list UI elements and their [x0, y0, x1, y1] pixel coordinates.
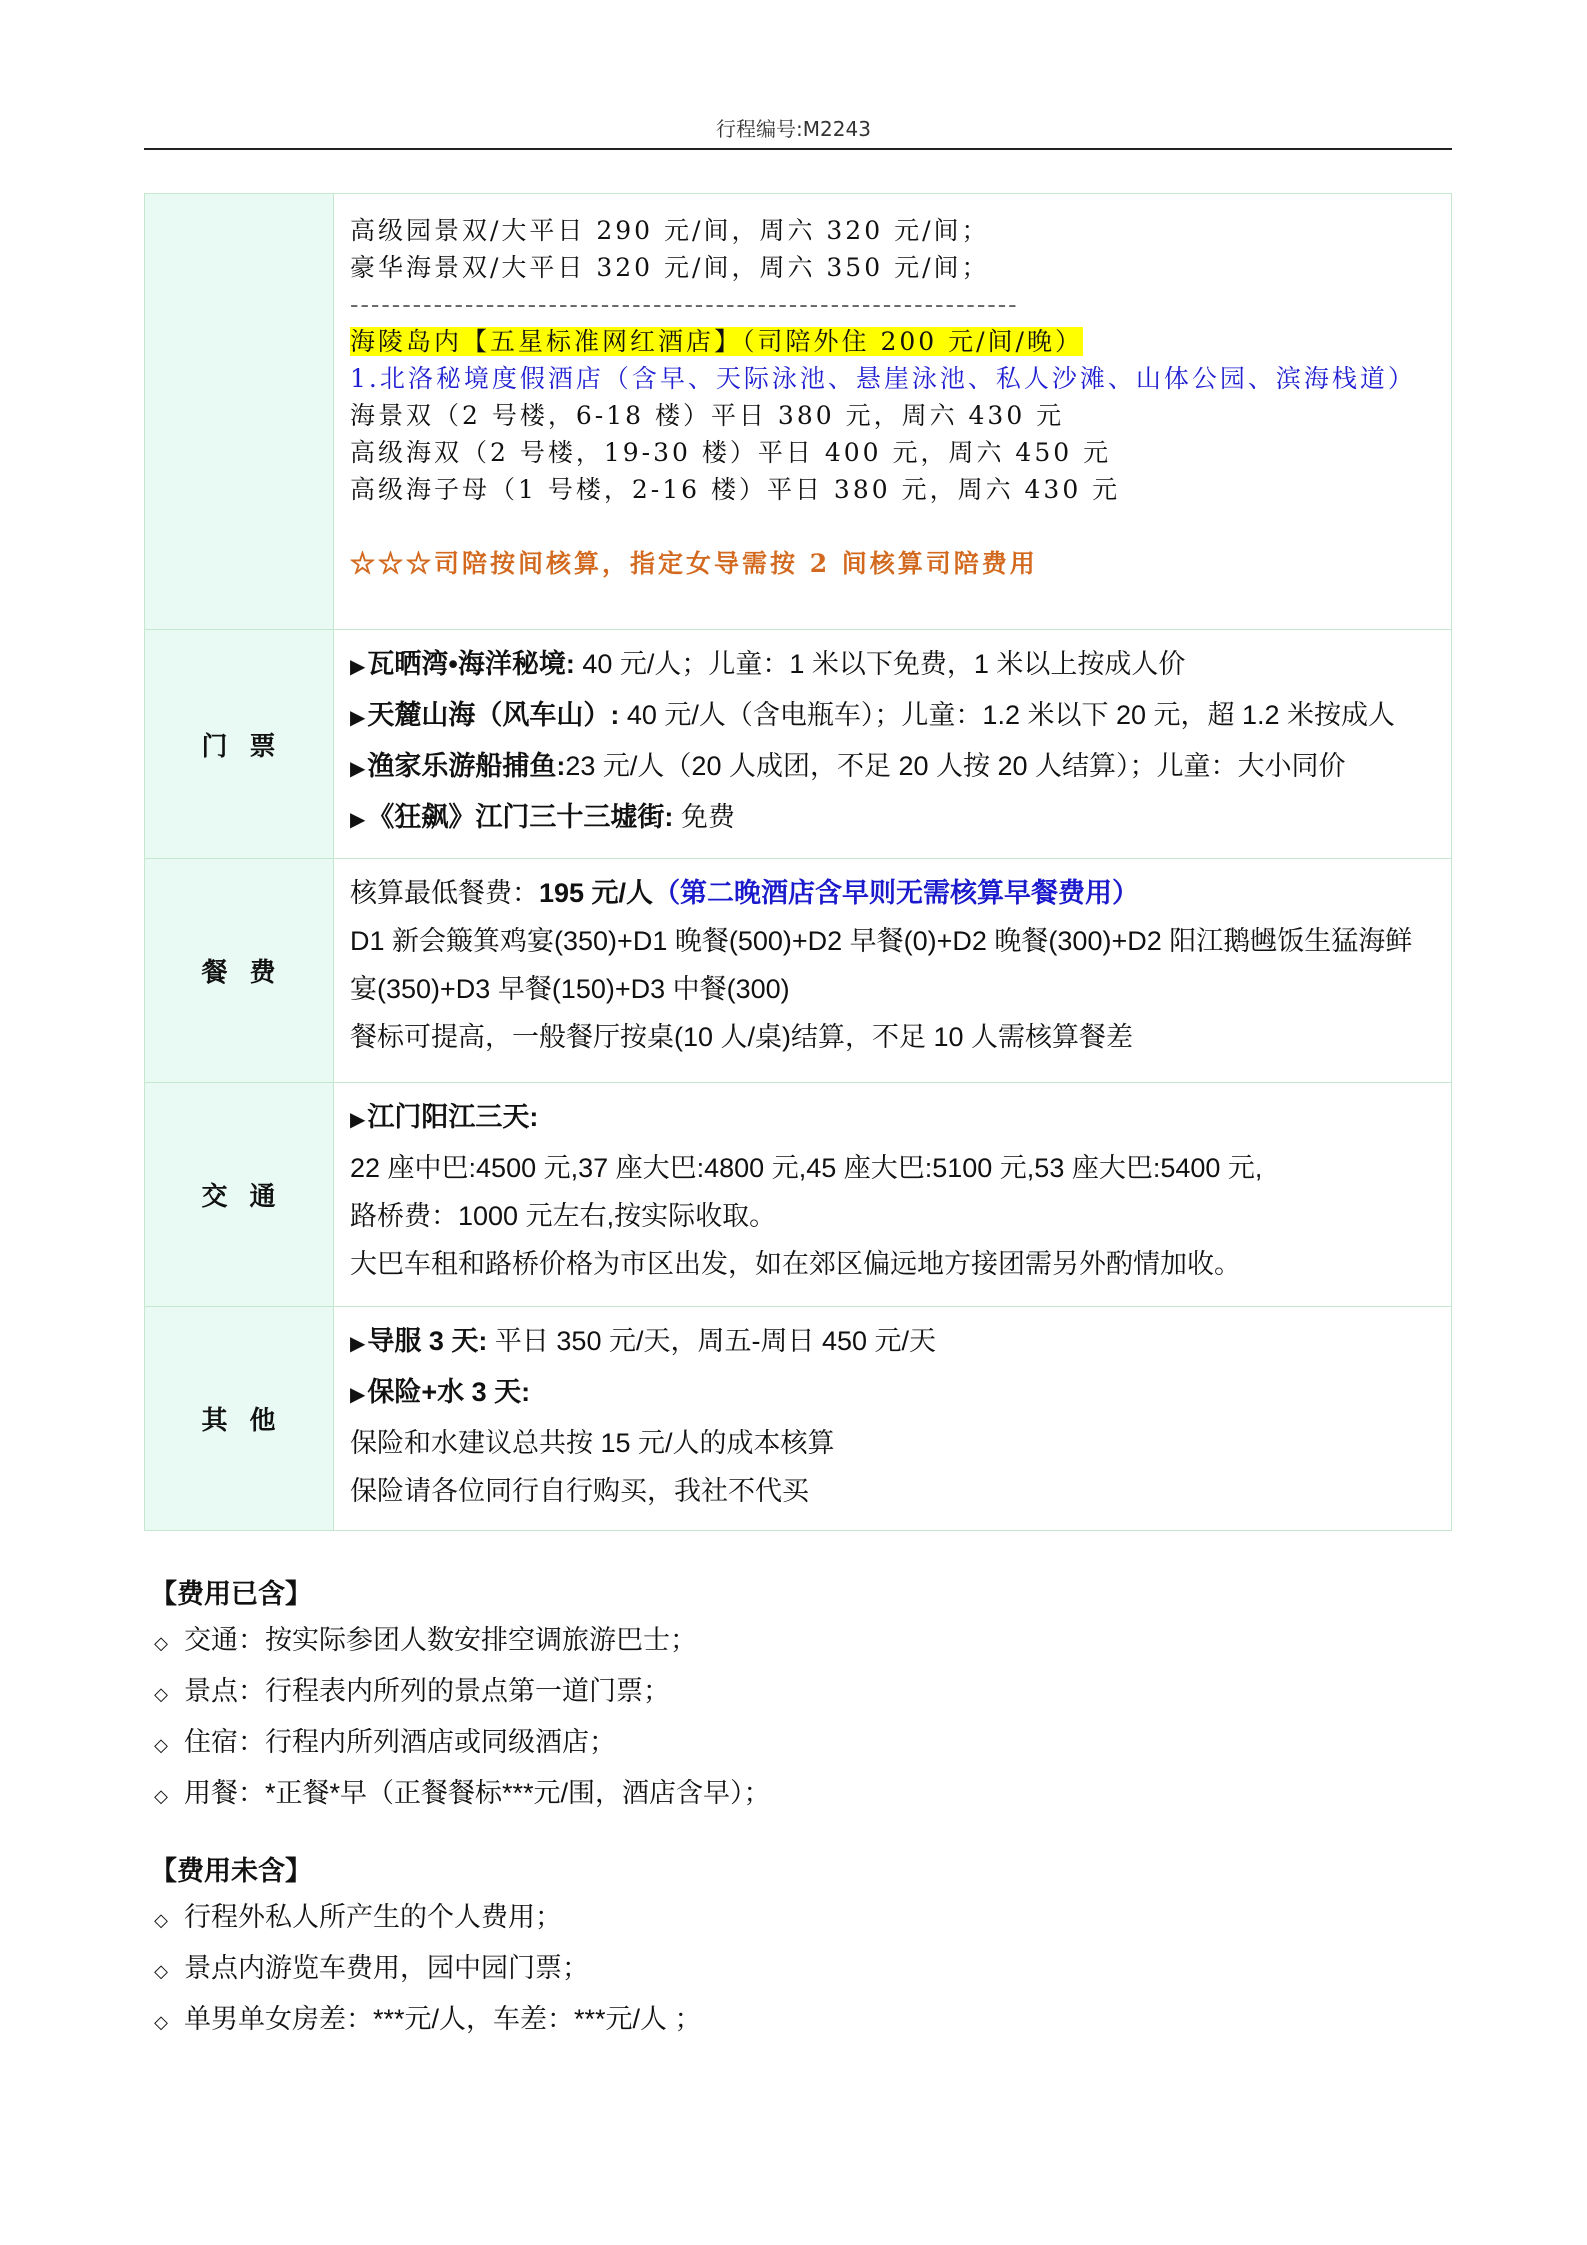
hotel-highlight-title [350, 323, 1437, 360]
included-item [150, 1616, 771, 1667]
hotel-note: ☆☆☆司陪按间核算，指定女导需按 2 间核算司陪费用 [350, 549, 1038, 578]
transport-line: 大巴车租和路桥价格为市区出发，如在郊区偏远地方接团需另外酌情加收。 [350, 1249, 1241, 1279]
ticket-detail: 40 元/人（含电瓶车）；儿童：1.2 米以下 20 元，超 1.2 米按成人 [619, 700, 1396, 730]
meals-label: 餐费 [145, 859, 334, 1083]
included-item [150, 1769, 771, 1820]
tickets-label: 门票 [145, 630, 334, 859]
excluded-section [150, 1849, 702, 2046]
transport-row [145, 1083, 1452, 1307]
page-header-title: 行程编号:M2243 [716, 117, 871, 141]
ticket-name: 天麓山海（风车山）: [367, 700, 620, 730]
excluded-item [150, 1893, 702, 1944]
hotel-label-cell [145, 194, 334, 630]
guide-detail: 平日 350 元/天，周五-周日 450 元/天 [487, 1326, 937, 1356]
guide-name: 导服 3 天: [367, 1326, 488, 1356]
meals-min-value: 195 元/人 [539, 878, 654, 908]
other-label: 其他 [145, 1307, 334, 1531]
ticket-item [350, 640, 1437, 691]
room-line: 豪华海景双/大平日 320 元/间，周六 350 元/间； [350, 253, 990, 282]
included-item-text: 交通：按实际参团人数安排空调旅游巴士； [184, 1625, 697, 1655]
triangle-bullet-icon: ▶ [350, 707, 366, 729]
tickets-row [145, 630, 1452, 859]
hotel-content-cell [334, 194, 1452, 630]
excluded-item-text: 行程外私人所产生的个人费用； [184, 1902, 562, 1932]
ticket-item [350, 793, 1437, 844]
ticket-item [350, 742, 1437, 793]
ticket-detail: 免费 [673, 802, 735, 832]
insurance-title [350, 1368, 1437, 1419]
hotel-row [145, 194, 1452, 630]
diamond-bullet-icon: ◇ [154, 1961, 168, 1981]
excluded-item [150, 1944, 702, 1995]
other-content-cell [334, 1307, 1452, 1531]
header-divider [144, 148, 1452, 150]
meals-min-line [350, 869, 1437, 917]
meals-content-cell [334, 859, 1452, 1083]
diamond-bullet-icon: ◇ [154, 1684, 168, 1704]
room-line: 高级园景双/大平日 290 元/间，周六 320 元/间； [350, 216, 990, 245]
excluded-item-text: 单男单女房差：***元/人，车差：***元/人 ； [184, 2004, 702, 2034]
meals-note: 餐标可提高，一般餐厅按桌(10 人/桌)结算，不足 10 人需核算餐差 [350, 1022, 1134, 1052]
included-item-text: 景点：行程表内所列的景点第一道门票； [184, 1676, 670, 1706]
room-line: 海景双（2 号楼，6-18 楼）平日 380 元，周六 430 元 [350, 401, 1065, 430]
ticket-name: 瓦晒湾•海洋秘境: [367, 649, 575, 679]
meals-min-prefix: 核算最低餐费： [350, 878, 539, 908]
included-item [150, 1667, 771, 1718]
diamond-bullet-icon: ◇ [154, 1786, 168, 1806]
diamond-bullet-icon: ◇ [154, 2012, 168, 2032]
triangle-bullet-icon: ▶ [350, 758, 366, 780]
diamond-bullet-icon: ◇ [154, 1910, 168, 1930]
included-item [150, 1718, 771, 1769]
insurance-title-text: 保险+水 3 天: [367, 1377, 531, 1407]
triangle-bullet-icon: ▶ [350, 1333, 366, 1355]
excluded-item-text: 景点内游览车费用，园中园门票； [184, 1953, 589, 1983]
other-line: 保险请各位同行自行购买，我社不代买 [350, 1476, 809, 1506]
triangle-bullet-icon: ▶ [350, 1109, 366, 1131]
excluded-title: 【费用未含】 [150, 1856, 312, 1886]
included-item-text: 用餐：*正餐*早（正餐餐标***元/围，酒店含早）； [184, 1778, 771, 1808]
diamond-bullet-icon: ◇ [154, 1633, 168, 1653]
triangle-bullet-icon: ▶ [350, 809, 366, 831]
other-row [145, 1307, 1452, 1531]
guide-line [350, 1317, 1437, 1368]
ticket-detail: 40 元/人；儿童：1 米以下免费，1 米以上按成人价 [574, 649, 1186, 679]
room-line: 高级海双（2 号楼，19-30 楼）平日 400 元，周六 450 元 [350, 438, 1112, 467]
excluded-item [150, 1995, 702, 2046]
included-section [150, 1572, 771, 1820]
ticket-detail: 23 元/人（20 人成团，不足 20 人按 20 人结算）；儿童：大小同价 [565, 751, 1346, 781]
diamond-bullet-icon: ◇ [154, 1735, 168, 1755]
meals-row [145, 859, 1452, 1083]
transport-title [350, 1093, 1437, 1144]
other-line: 保险和水建议总共按 15 元/人的成本核算 [350, 1428, 835, 1458]
spacer [350, 508, 1437, 545]
dashed-divider: ---------------------------------------------------------------- [350, 290, 1019, 319]
ticket-name: 《狂飙》江门三十三墟街: [367, 802, 674, 832]
transport-line: 22 座中巴:4500 元,37 座大巴:4800 元,45 座大巴:5100 元,53 座大巴:5400 元, [350, 1153, 1263, 1183]
triangle-bullet-icon: ▶ [350, 1384, 366, 1406]
tickets-content-cell [334, 630, 1452, 859]
room-line: 高级海子母（1 号楼，2-16 楼）平日 380 元，周六 430 元 [350, 475, 1121, 504]
transport-title-text: 江门阳江三天: [367, 1102, 539, 1132]
transport-label: 交通 [145, 1083, 334, 1307]
included-title: 【费用已含】 [150, 1579, 312, 1609]
ticket-name: 渔家乐游船捕鱼: [367, 751, 566, 781]
highlight-text: 海陵岛内【五星标准网红酒店】（司陪外住 200 元/间/晚） [350, 327, 1083, 356]
itinerary-cost-table [144, 193, 1452, 1531]
meals-detail: D1 新会簸箕鸡宴(350)+D1 晚餐(500)+D2 早餐(0)+D2 晚餐(300)+D2 阳江鹅乸饭生猛海鲜宴(350)+D3 早餐(150)+D3 中餐(300) [350, 926, 1413, 1004]
triangle-bullet-icon: ▶ [350, 656, 366, 678]
transport-line: 路桥费：1000 元左右,按实际收取。 [350, 1201, 777, 1231]
ticket-item [350, 691, 1437, 742]
included-item-text: 住宿：行程内所列酒店或同级酒店； [184, 1727, 616, 1757]
transport-content-cell [334, 1083, 1452, 1307]
meals-min-note: （第二晚酒店含早则无需核算早餐费用） [653, 878, 1140, 908]
hotel-name: 1.北洛秘境度假酒店（含早、天际泳池、悬崖泳池、私人沙滩、山体公园、滨海栈道） [350, 364, 1416, 393]
